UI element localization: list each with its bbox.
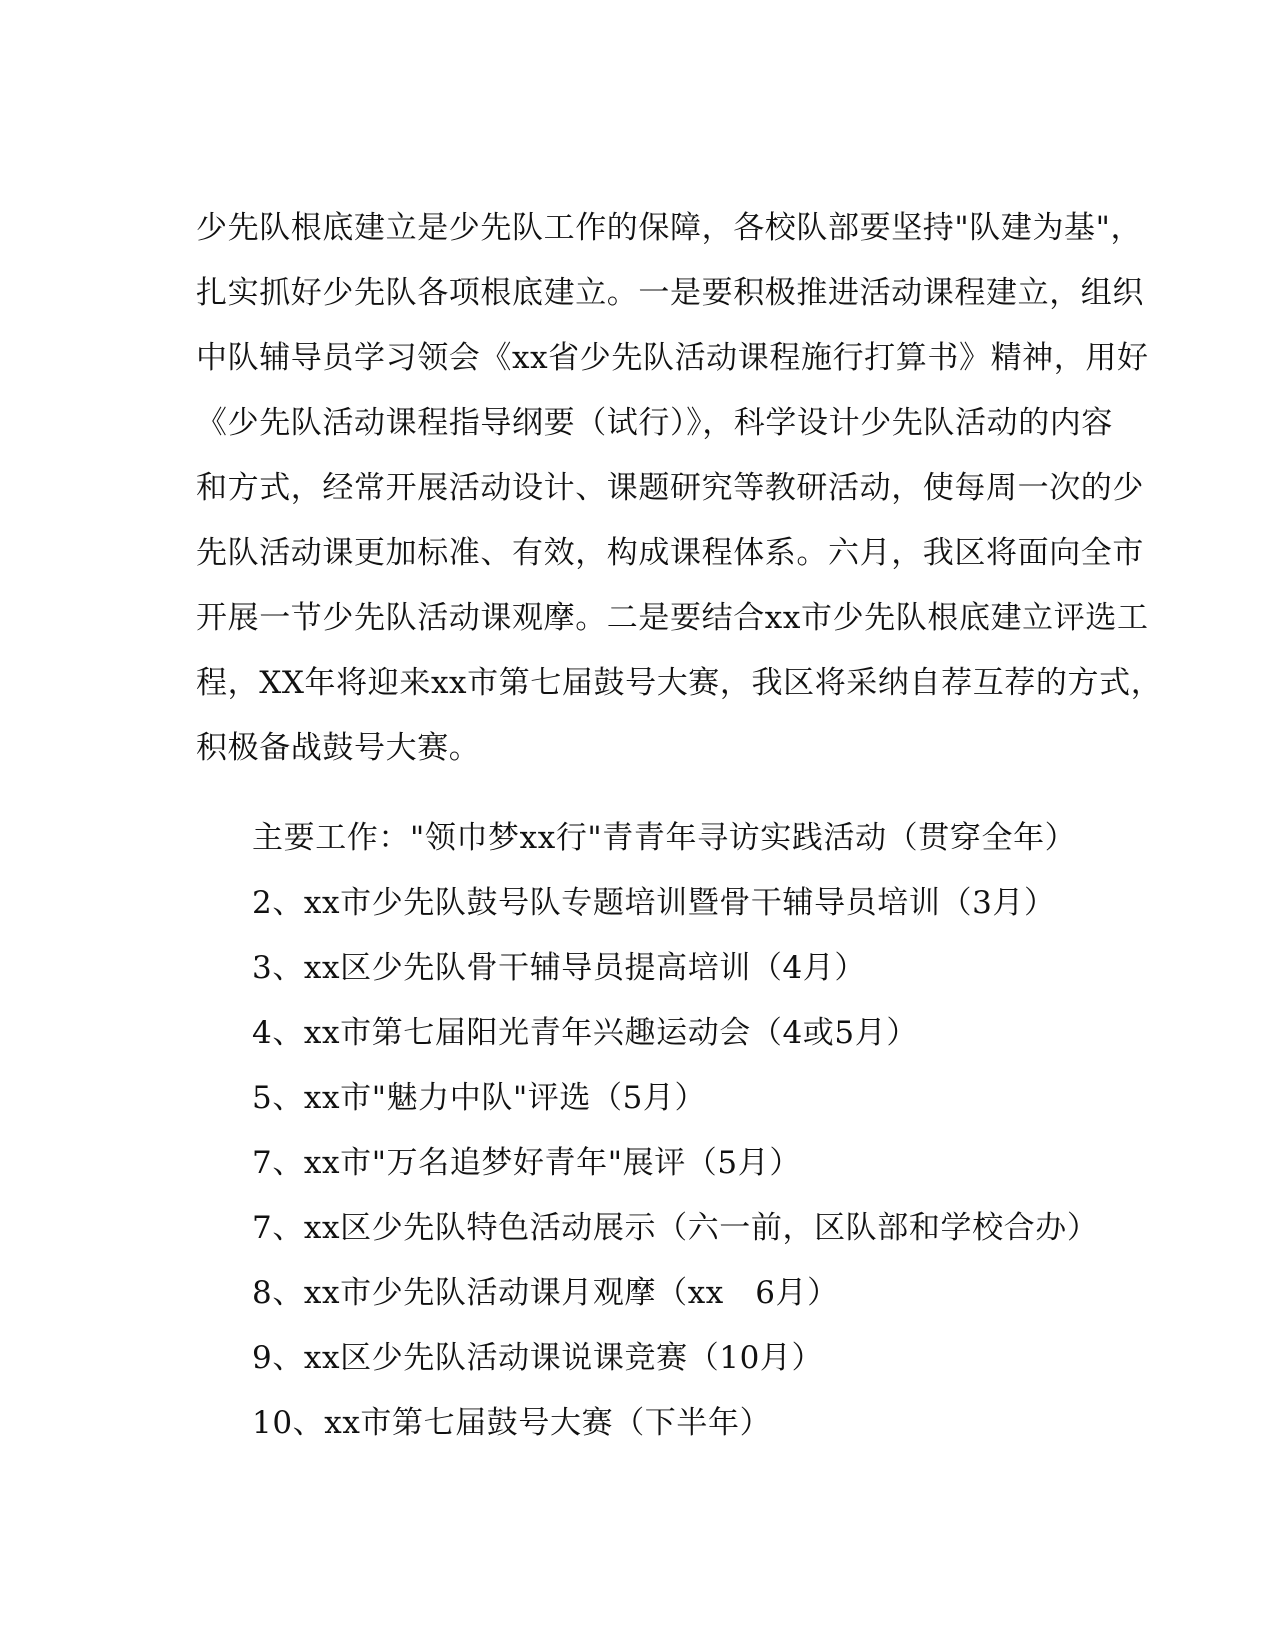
paragraph-line: 扎实抓好少先队各项根底建立。一是要积极推进活动课程建立，组织 xyxy=(196,275,1144,311)
work-list-item: 9、xx区少先队活动课说课竞赛（10月） xyxy=(252,1340,824,1376)
work-list-item: 5、xx市"魅力中队"评选（5月） xyxy=(252,1080,707,1116)
work-list-item: 7、xx区少先队特色活动展示（六一前，区队部和学校合办） xyxy=(252,1210,1099,1246)
work-list-item: 10、xx市第七届鼓号大赛（下半年） xyxy=(252,1405,772,1441)
work-list-item: 7、xx市"万名追梦好青年"展评（5月） xyxy=(252,1145,801,1181)
paragraph-line: 《少先队活动课程指导纲要（试行）》，科学设计少先队活动的内容 xyxy=(196,405,1113,441)
body-paragraph xyxy=(196,196,1163,781)
paragraph-line: 先队活动课更加标准、有效，构成课程体系。六月，我区将面向全市 xyxy=(196,535,1144,571)
work-list-item: 8、xx市少先队活动课月观摩（xx 6月） xyxy=(252,1275,839,1311)
paragraph-line: 积极备战鼓号大赛。 xyxy=(196,730,481,766)
paragraph-line: 开展一节少先队活动课观摩。二是要结合xx市少先队根底建立评选工 xyxy=(196,600,1149,636)
paragraph-line: 少先队根底建立是少先队工作的保障，各校队部要坚持"队建为基"， xyxy=(196,210,1143,246)
paragraph-line: 和方式，经常开展活动设计、课题研究等教研活动，使每周一次的少 xyxy=(196,470,1144,506)
paragraph-line: 程，XX年将迎来xx市第七届鼓号大赛，我区将采纳自荐互荐的方式， xyxy=(196,665,1163,701)
work-list-item: 2、xx市少先队鼓号队专题培训暨骨干辅导员培训（3月） xyxy=(252,885,1056,921)
work-list-item: 主要工作："领巾梦xx行"青青年寻访实践活动（贯穿全年） xyxy=(252,820,1077,856)
work-list xyxy=(252,806,1099,1456)
work-list-item: 3、xx区少先队骨干辅导员提高培训（4月） xyxy=(252,950,867,986)
paragraph-line: 中队辅导员学习领会《xx省少先队活动课程施行打算书》精神，用好 xyxy=(196,340,1149,376)
work-list-item: 4、xx市第七届阳光青年兴趣运动会（4或5月） xyxy=(252,1015,918,1051)
